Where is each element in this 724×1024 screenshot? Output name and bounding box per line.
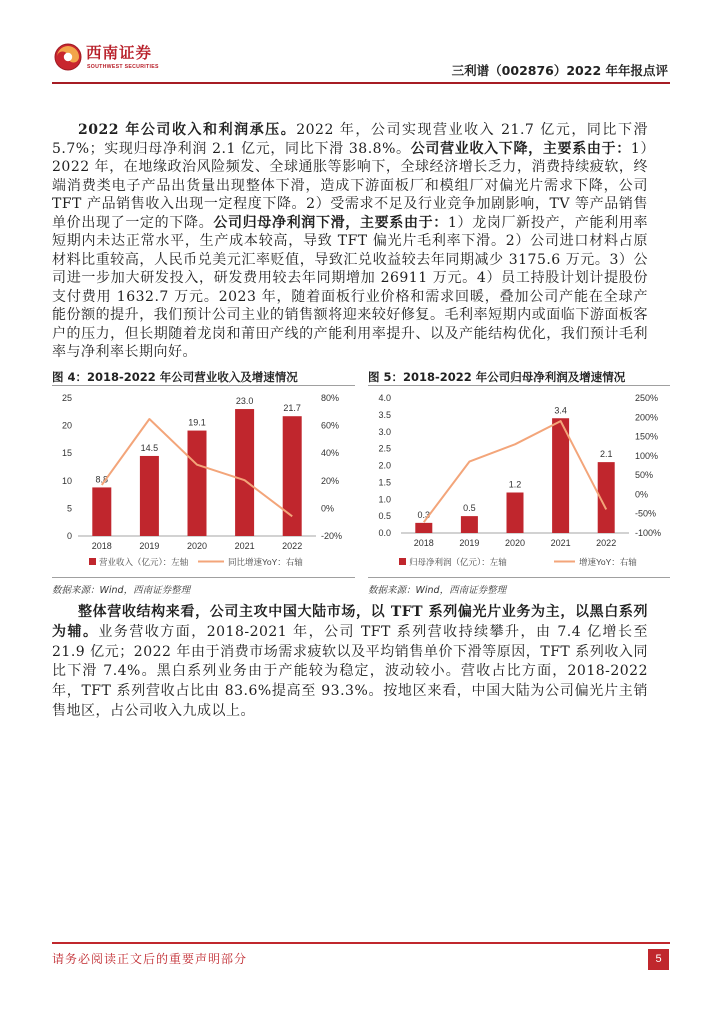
y-left-tick-label: 2.0: [378, 460, 391, 471]
bar: [235, 409, 254, 536]
paragraph-bold-phrase: 公司归母净利润下滑，主要系由于：: [213, 214, 448, 231]
bar-data-label: 0.3: [417, 509, 431, 520]
paragraph-bold-phrase: 公司营业收入下降，主要系由于：: [410, 140, 631, 157]
y-right-tick-label: -100%: [635, 528, 662, 538]
bar-data-label: 21.7: [283, 403, 301, 414]
brand-logo: [52, 40, 164, 76]
legend-bar-label: 归母净利润（亿元）：左轴: [409, 557, 507, 567]
plot-area: [378, 393, 661, 548]
bar-data-label: 14.5: [140, 442, 159, 453]
paragraph-text: 2022 年，公司实现营业收入 21.7 亿元，同比下滑 5.7%；实现归母净利润 2.1 亿元，同比下滑 38.8%。: [52, 122, 648, 157]
figure-4-source-rule: [52, 577, 355, 578]
x-tick-label: 2021: [550, 538, 571, 548]
figure-5-title-rule: [368, 385, 670, 386]
y-left-tick-label: 2.5: [378, 443, 391, 454]
legend-line-label: 增速YoY：右轴: [579, 557, 637, 567]
y-left-tick-label: 10: [61, 475, 72, 486]
y-right-tick-label: 0%: [635, 489, 649, 500]
y-right-tick-label: 200%: [635, 412, 659, 423]
bar: [188, 431, 207, 536]
figure-4-title-rule: [52, 385, 355, 386]
bar: [461, 516, 478, 533]
footer-divider: [52, 942, 670, 944]
x-tick-label: 2020: [504, 538, 526, 548]
bar-data-label: 0.5: [463, 503, 476, 514]
y-left-tick-label: 4.0: [378, 393, 391, 403]
y-right-tick-label: 150%: [635, 431, 659, 442]
x-tick-label: 2020: [186, 541, 208, 551]
y-right-tick-label: 80%: [321, 393, 340, 403]
legend-bar-swatch: [399, 558, 406, 565]
bar: [140, 456, 159, 536]
bar-data-label: 23.0: [235, 396, 254, 407]
y-right-tick-label: 0%: [321, 503, 335, 514]
footer-disclaimer: 请务必阅读正文后的重要声明部分: [52, 952, 248, 966]
logo-emblem-icon: [54, 43, 82, 71]
y-right-tick-label: 50%: [635, 470, 654, 481]
net-profit-chart: [368, 390, 670, 573]
x-tick-label: 2021: [234, 541, 255, 551]
paragraph-lead-bold: 整体营收结构来看，公司主攻中国大陆市场，以 TFT 系列偏光片业务为主，以黑白系列为辅。: [52, 604, 648, 640]
y-left-tick-label: 0.0: [378, 528, 391, 538]
y-right-tick-label: 60%: [321, 420, 340, 431]
x-tick-label: 2018: [413, 538, 434, 548]
figure-4-title: 图 4：2018-2022 年公司营业收入及增速情况: [52, 370, 298, 384]
paragraph-revenue-structure: [52, 603, 648, 722]
legend-bar-label: 营业收入（亿元）：左轴: [99, 557, 189, 567]
y-left-tick-label: 25: [61, 393, 72, 403]
bar-data-label: 19.1: [188, 417, 206, 428]
y-right-tick-label: 40%: [321, 448, 340, 459]
x-tick-label: 2019: [459, 538, 480, 548]
x-tick-label: 2019: [139, 541, 160, 551]
y-left-tick-label: 20: [61, 420, 72, 431]
logo-english-name: SOUTHWEST SECURITIES: [87, 64, 159, 70]
y-right-tick-label: 100%: [635, 450, 659, 461]
logo-chinese-name: 西南证券: [86, 43, 153, 62]
bar: [507, 493, 524, 534]
figure-5-title: 图 5：2018-2022 年公司归母净利润及增速情况: [368, 370, 626, 384]
y-left-tick-label: 3.0: [378, 426, 391, 437]
bar-data-label: 8.8: [95, 474, 109, 485]
y-left-tick-label: 1.0: [378, 494, 391, 505]
bar-data-label: 1.2: [508, 479, 522, 490]
legend-bar-swatch: [89, 558, 96, 565]
x-tick-label: 2022: [596, 538, 617, 548]
x-tick-label: 2018: [91, 541, 112, 551]
revenue-chart: [52, 390, 355, 573]
report-title: 三利谱（002876）2022 年年报点评: [451, 63, 668, 78]
paragraph-revenue-profit: [52, 121, 648, 362]
bar: [552, 418, 569, 533]
paragraph-text: 业务营收方面，2018-2021 年，公司 TFT 系列营收持续攀升，由 7.4 亿增长至 21.9 亿元；2022 年由于消费市场需求疲软以及平均销售单价下滑等原因，TFT 系列收入同比下滑 7.4%。黑白系列业务由于产能较为稳定，波动较小。营收占比方面，2018-2022 年，TFT 系列营收占比由 83.6%提高至 93.3%。按地区来看，中国大陆为公司偏光片主销售地区，占公司收入九成以上。: [52, 623, 648, 719]
bar: [283, 416, 302, 536]
bar: [415, 523, 432, 533]
y-left-tick-label: 3.5: [378, 409, 391, 420]
figure-4-source: 数据来源：Wind，西南证券整理: [52, 585, 191, 596]
y-right-tick-label: -50%: [635, 508, 657, 519]
bar: [92, 487, 111, 536]
x-tick-label: 2022: [282, 541, 303, 551]
plot-area: [62, 393, 342, 551]
y-right-tick-label: 250%: [635, 393, 659, 403]
bar-data-label: 3.4: [554, 405, 567, 416]
y-left-tick-label: 0.5: [378, 511, 391, 522]
y-left-tick-label: 1.5: [378, 477, 391, 488]
y-left-tick-label: 15: [61, 448, 72, 459]
figure-5-source-rule: [368, 577, 670, 578]
paragraph-text: 1）2022 年，在地缘政治风险频发、全球通胀等影响下，全球经济增长乏力，消费持续疲软，终端消费类电子产品出货量出现整体下滑，造成下游面板厂和模组厂对偏光片需求下降，公司 TFT 产品销售收入出现一定程度下降。2）受需求不足及行业竞争加剧影响，TV 等产品销售单价出现了一定的下降。: [52, 140, 649, 231]
y-left-tick-label: 5: [66, 503, 72, 514]
bar-data-label: 2.1: [599, 449, 613, 460]
legend-line-label: 同比增速YoY：右轴: [228, 557, 303, 567]
y-left-tick-label: 0: [66, 531, 72, 541]
paragraph-text: 1）龙岗厂新投产，产能利用率短期内未达正常水平，生产成本较高，导致 TFT 偏光片毛利率下滑。2）公司进口材料占原材料比重较高，人民币兑美元汇率贬值，导致汇兑收益较去年同期减少 3175.6 万元。3）公司进一步加大研发投入，研发费用较去年同期增加 26911 万元。4）员工持股计划计提股份支付费用 1632.7 万元。2023 年，随着面板行业价格和需求回暖，叠加公司产能在全球产能份额的提升，我们预计公司主业的销售额将迎来较好修复。毛利率短期内或面临下游面板客户的压力，但长期随着龙岗和莆田产线的产能利用率提升、以及产能结构优化，我们预计毛利率与净利率长期向好。: [52, 214, 648, 360]
y-right-tick-label: -20%: [321, 531, 343, 541]
figure-5-source: 数据来源：Wind，西南证券整理: [368, 585, 507, 596]
y-right-tick-label: 20%: [321, 475, 340, 486]
page-number: 5: [648, 949, 669, 970]
paragraph-lead-bold: 2022 年公司收入和利润承压。: [78, 122, 297, 138]
header-divider: [52, 82, 670, 84]
